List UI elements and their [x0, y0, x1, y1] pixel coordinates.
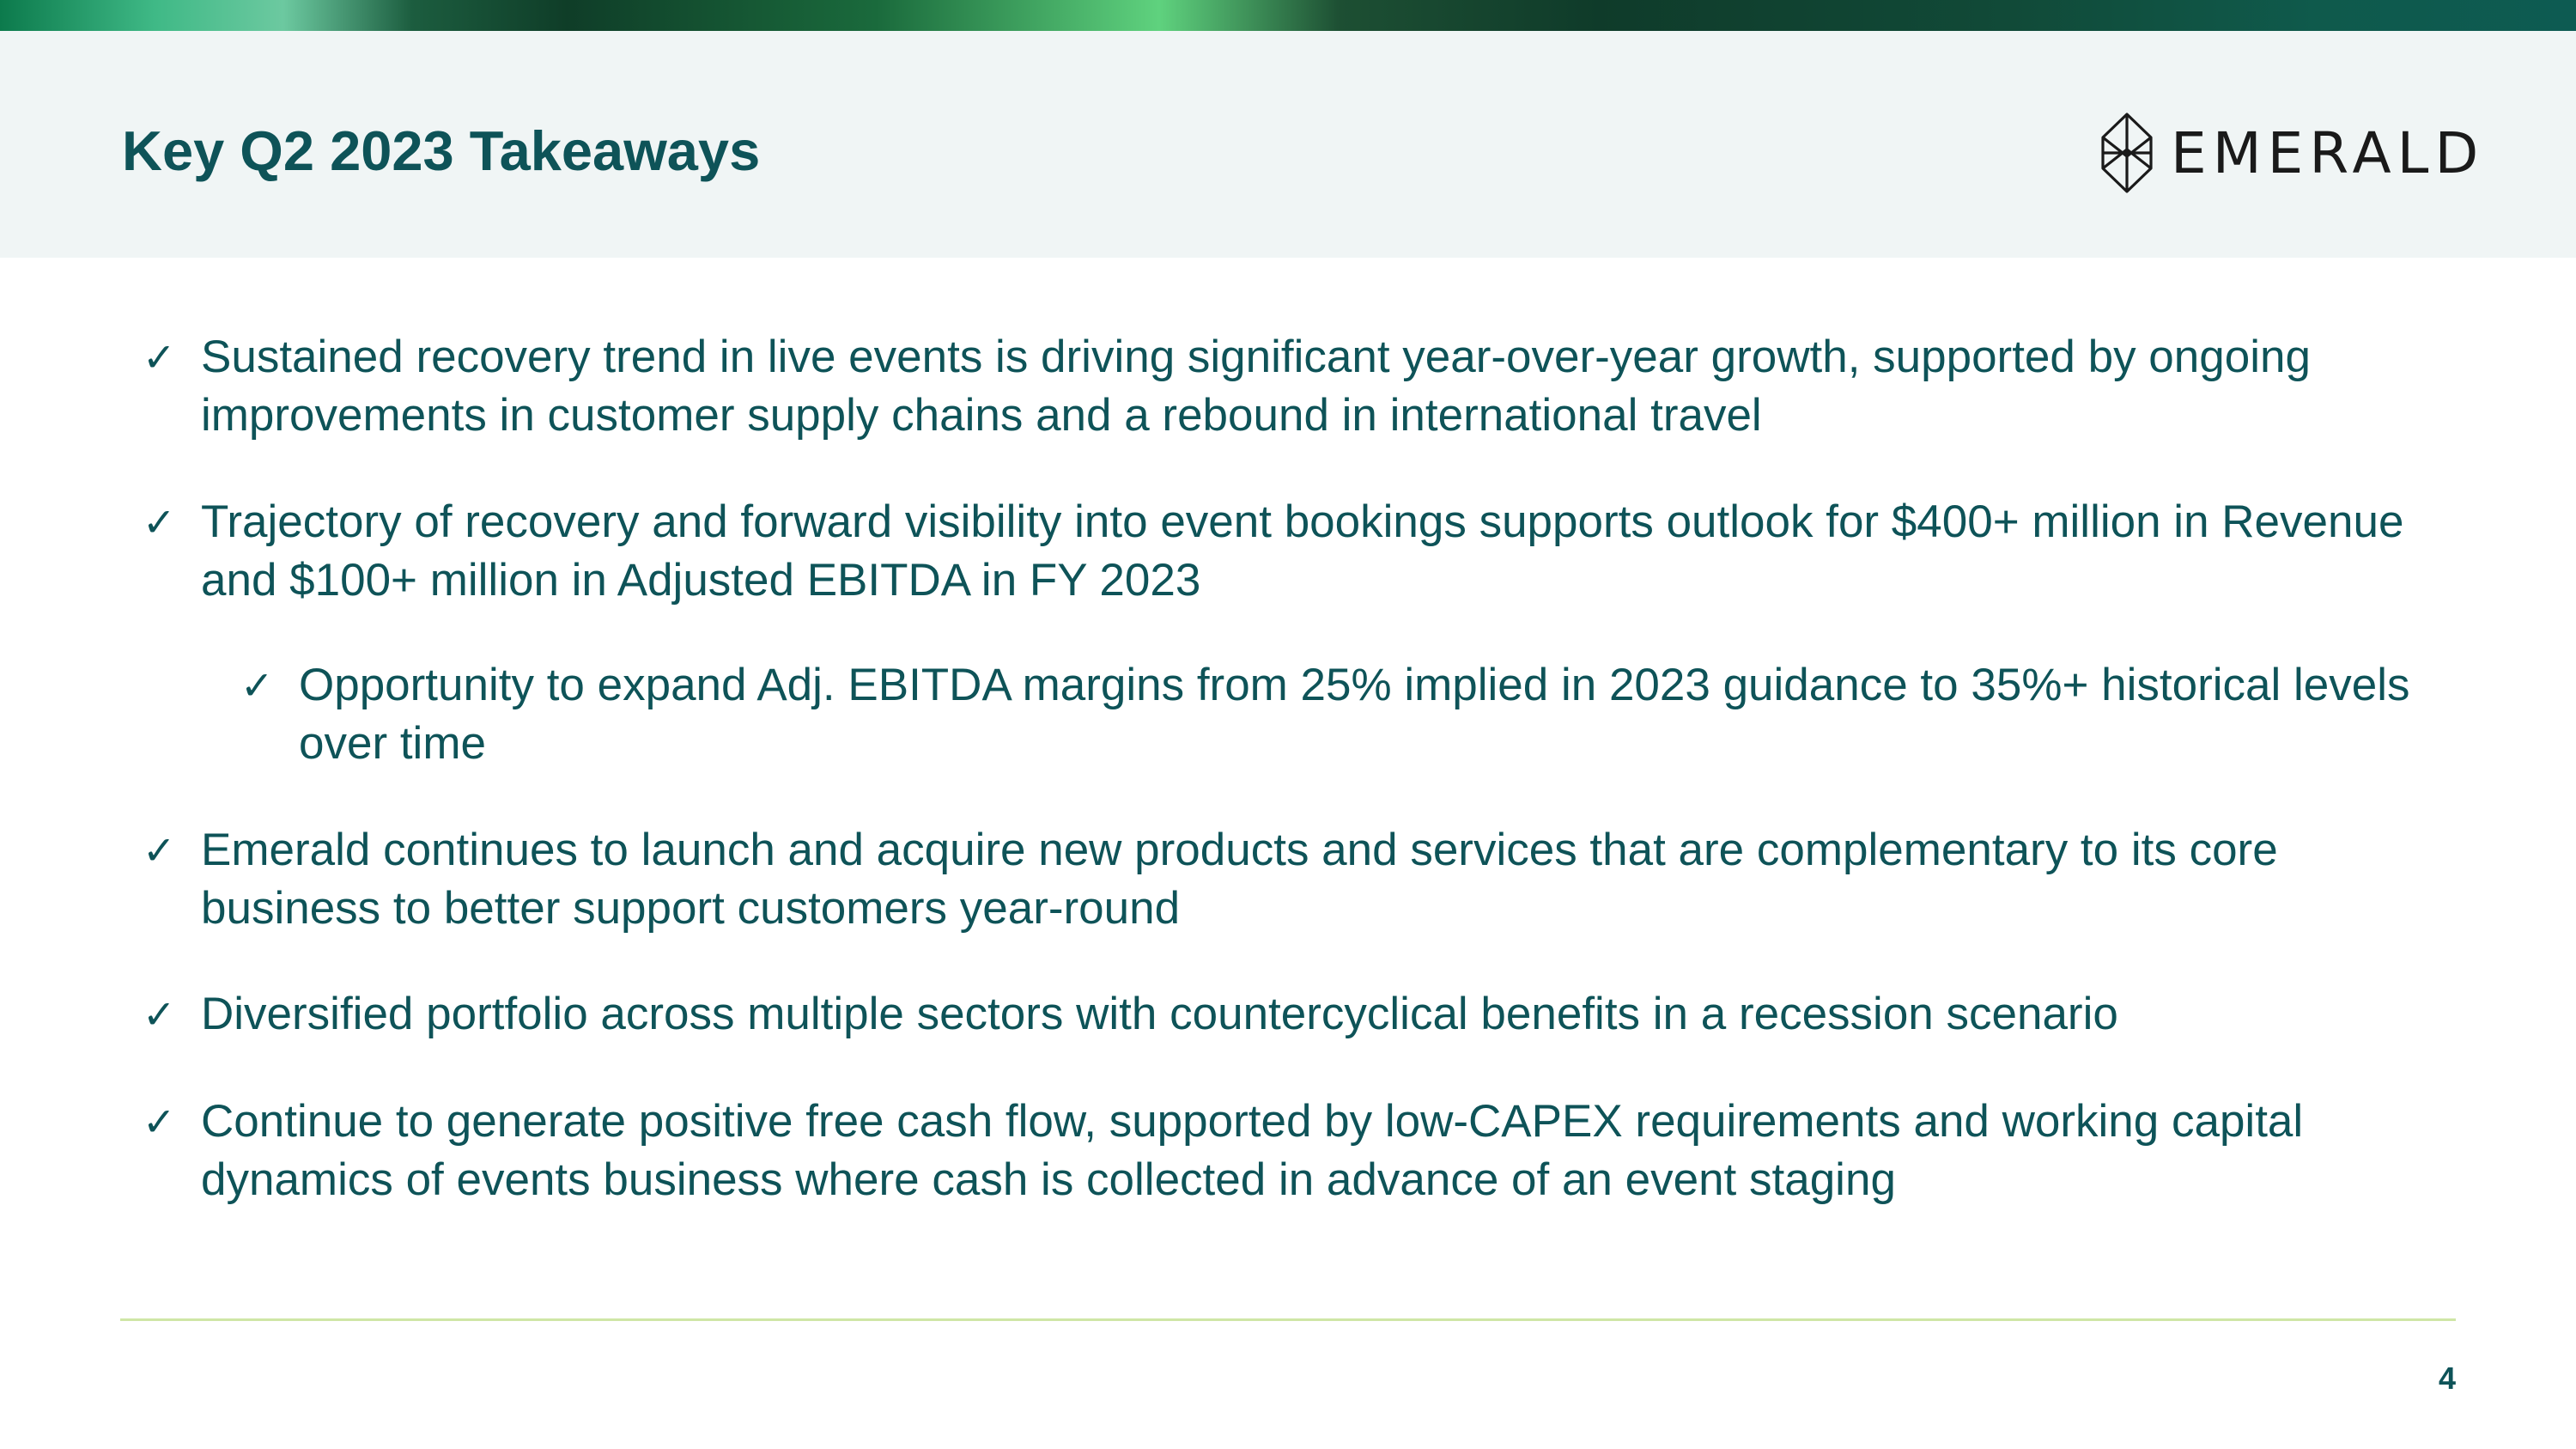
list-item: [143, 328, 2461, 445]
logo-wordmark: EMERALD: [2171, 119, 2485, 186]
list-item-text: Emerald continues to launch and acquire new products and services that are complementary to its core business to better support customers year-round: [201, 825, 2278, 934]
emerald-gem-icon: [2100, 112, 2154, 194]
emerald-logo: [2100, 112, 2484, 194]
checkmark-icon: ✓: [143, 991, 176, 1038]
page-number: 4: [2438, 1361, 2456, 1396]
checkmark-icon: ✓: [143, 499, 176, 545]
checkmark-icon: ✓: [143, 1099, 176, 1145]
page-title: Key Q2 2023 Takeaways: [122, 119, 761, 182]
list-subitem: [240, 656, 2464, 773]
list-item-text: Trajectory of recovery and forward visibility into event bookings supports outlook for $400+ million in Revenue and $100+ million in Adjusted EBITDA in FY 2023: [201, 496, 2404, 606]
list-item: [143, 985, 2461, 1044]
top-gradient-band: [0, 0, 2576, 31]
list-item: [143, 821, 2461, 938]
checkmark-icon: ✓: [143, 334, 176, 381]
list-item: [143, 1093, 2461, 1209]
list-item-text: Diversified portfolio across multiple sectors with countercyclical benefits in a recession scenario: [201, 989, 2118, 1039]
list-item-text: Opportunity to expand Adj. EBITDA margins from 25% implied in 2023 guidance to 35%+ historical levels over time: [299, 660, 2410, 769]
footer-divider: [120, 1318, 2456, 1321]
checkmark-icon: ✓: [143, 827, 176, 874]
list-item-text: Continue to generate positive free cash flow, supported by low-CAPEX requirements and working capital dynamics of events business where cash is collected in advance of an event staging: [201, 1096, 2304, 1205]
list-item-text: Sustained recovery trend in live events is driving significant year-over-year growth, supported by ongoing improvements in customer supply chains and a rebound in international travel: [201, 332, 2311, 441]
list-item: [143, 493, 2461, 610]
checkmark-icon: ✓: [240, 662, 274, 709]
